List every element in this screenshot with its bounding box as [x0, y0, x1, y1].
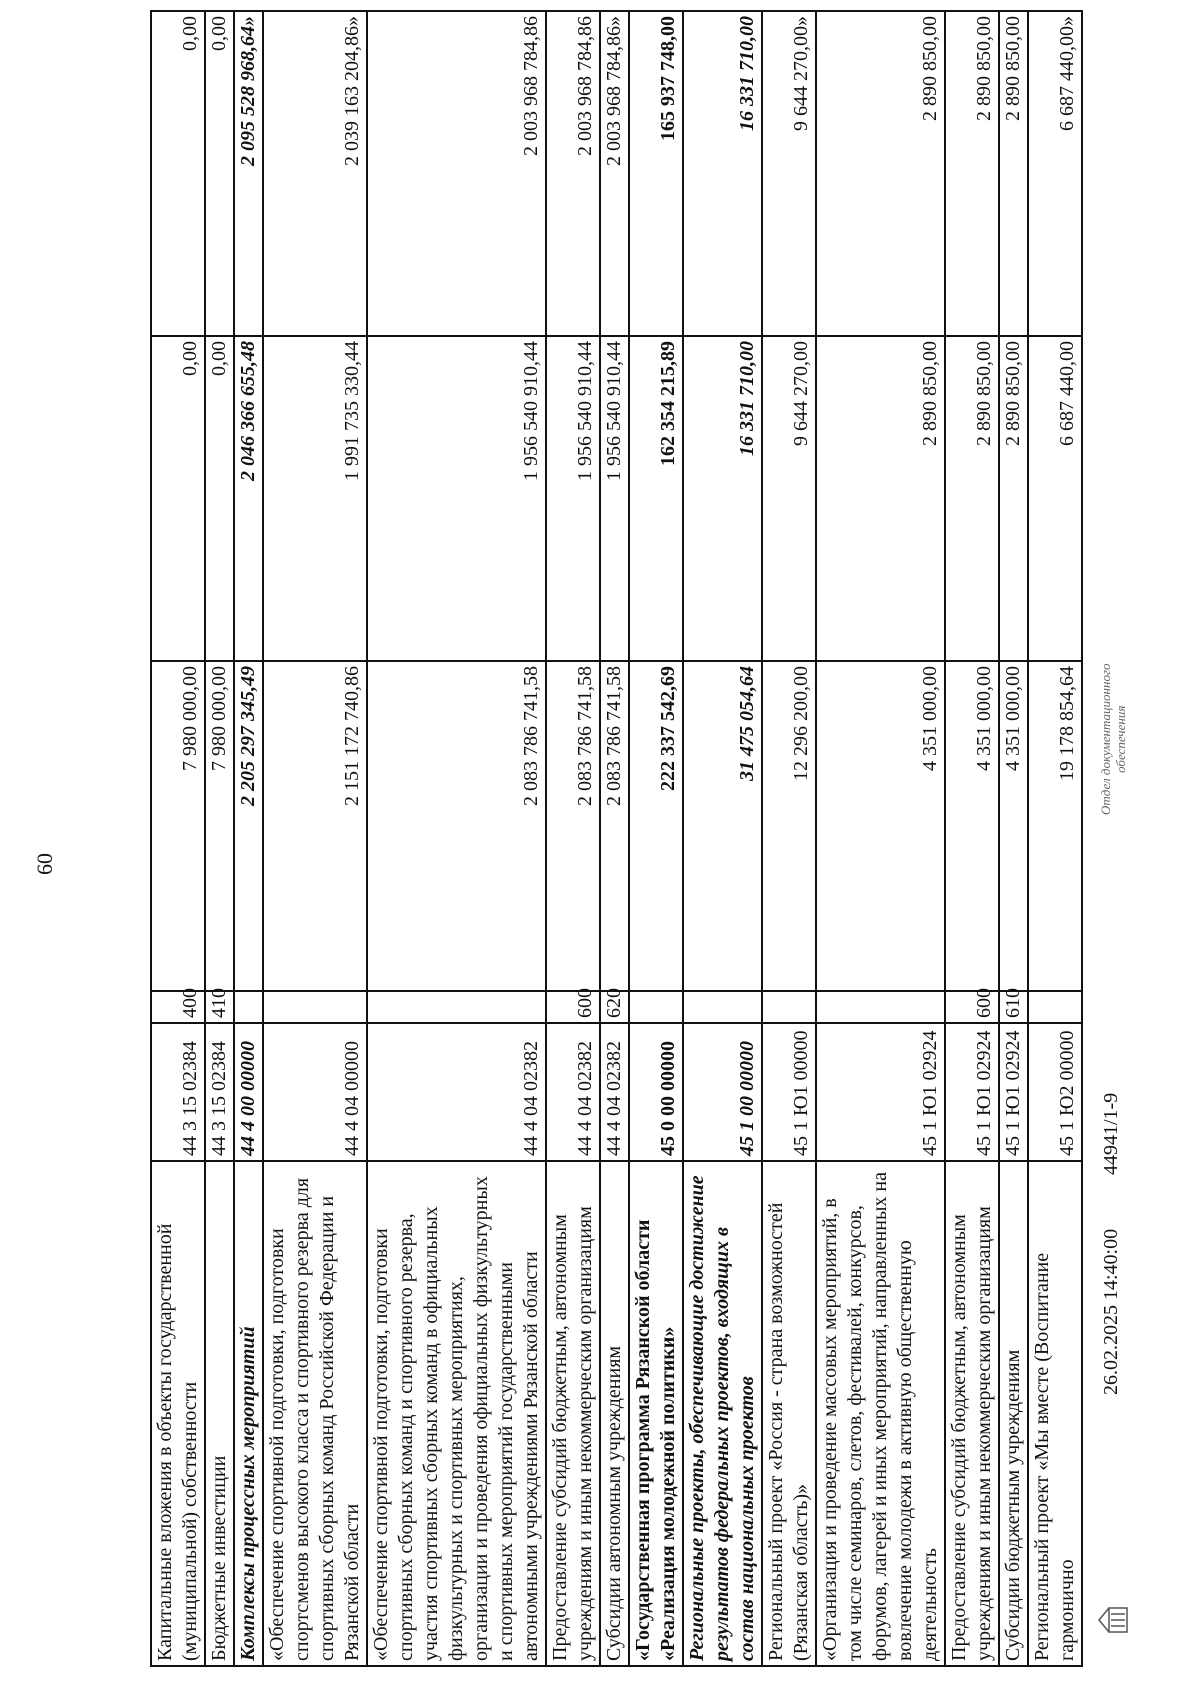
- stamp-line-2: обеспечения: [1113, 705, 1128, 773]
- row-value-2: 2 890 850,00: [816, 336, 945, 661]
- table-row: [1028, 11, 1082, 1666]
- row-code: 44 4 04 02382: [600, 1023, 629, 1161]
- table-row: [263, 11, 367, 1666]
- row-value-3: 2 095 528 968,64»: [234, 11, 263, 336]
- row-value-3: 16 331 710,00: [683, 11, 762, 336]
- row-value-1: 2 083 786 741,58: [367, 661, 546, 991]
- row-code: 45 1 Ю1 02924: [816, 1023, 945, 1161]
- row-name: Бюджетные инвестиции: [205, 1161, 234, 1666]
- row-code: 44 3 15 02384: [205, 1023, 234, 1161]
- row-name: Региональный проект «Россия - страна возможностей (Рязанская область)»: [762, 1161, 816, 1666]
- row-value-1: 2 151 172 740,86: [263, 661, 367, 991]
- row-value-2: 1 956 540 910,44: [546, 336, 600, 661]
- row-vr: [683, 991, 762, 1023]
- row-value-1: 31 475 054,64: [683, 661, 762, 991]
- table-row: [546, 11, 600, 1666]
- row-value-1: 7 980 000,00: [205, 661, 234, 991]
- row-code: 45 1 Ю1 02924: [945, 1023, 999, 1161]
- row-value-2: 2 890 850,00: [945, 336, 999, 661]
- row-vr: 600: [945, 991, 999, 1023]
- table-row: [234, 11, 263, 1666]
- row-value-3: 2 890 850,00: [945, 11, 999, 336]
- row-code: 45 1 Ю2 00000: [1028, 1023, 1082, 1161]
- row-code: 44 4 04 02382: [546, 1023, 600, 1161]
- row-value-3: 0,00: [151, 11, 205, 336]
- row-code: 45 0 00 00000: [629, 1023, 683, 1161]
- row-value-1: 4 351 000,00: [816, 661, 945, 991]
- row-value-1: 12 296 200,00: [762, 661, 816, 991]
- row-value-1: 2 083 786 741,58: [600, 661, 629, 991]
- row-name: Субсидии автономным учреждениям: [600, 1161, 629, 1666]
- row-value-3: 6 687 440,00»: [1028, 11, 1082, 336]
- row-vr: [629, 991, 683, 1023]
- row-name: Региональные проекты, обеспечивающие достижение результатов федеральных проектов, входящих в состав национальных проектов: [683, 1161, 762, 1666]
- row-value-2: 6 687 440,00: [1028, 336, 1082, 661]
- row-vr: [367, 991, 546, 1023]
- row-value-3: 165 937 748,00: [629, 11, 683, 336]
- row-value-2: 2 890 850,00: [999, 336, 1028, 661]
- row-vr: [234, 991, 263, 1023]
- row-vr: [263, 991, 367, 1023]
- row-value-3: 9 644 270,00»: [762, 11, 816, 336]
- row-value-3: 0,00: [205, 11, 234, 336]
- row-code: 45 1 Ю1 02924: [999, 1023, 1028, 1161]
- row-name: «Государственная программа Рязанской области «Реализация молодежной политики»: [629, 1161, 683, 1666]
- table-row: [945, 11, 999, 1666]
- table-row: [151, 11, 205, 1666]
- row-value-2: 1 956 540 910,44: [600, 336, 629, 661]
- table-row: [629, 11, 683, 1666]
- row-value-1: 4 351 000,00: [999, 661, 1028, 991]
- row-name: Капитальные вложения в объекты государственной (муниципальной) собственности: [151, 1161, 205, 1666]
- row-code: 44 4 04 00000: [263, 1023, 367, 1161]
- page-number: 60: [32, 853, 57, 875]
- budget-table: [150, 10, 1083, 1667]
- row-vr: 600: [546, 991, 600, 1023]
- row-name: Субсидии бюджетным учреждениям: [999, 1161, 1028, 1666]
- row-value-1: 222 337 542,69: [629, 661, 683, 991]
- row-value-2: 1 956 540 910,44: [367, 336, 546, 661]
- footer-date: 26.02.2025 14:40:00: [1100, 1228, 1122, 1395]
- row-vr: 400: [151, 991, 205, 1023]
- row-name: Предоставление субсидий бюджетным, автономным учреждениям и иным некоммерческим организациям: [945, 1161, 999, 1666]
- row-value-2: 0,00: [151, 336, 205, 661]
- row-code: 44 4 04 02382: [367, 1023, 546, 1161]
- department-stamp: [1098, 663, 1128, 815]
- row-value-2: 9 644 270,00: [762, 336, 816, 661]
- row-name: «Обеспечение спортивной подготовки, подготовки спортивных сборных команд и спортивного резерва, участия спортивных сборных команд в официальных физкультурных и спортивных мероприятиях, организации и проведения официальных физкультурных и спортивных мероприятий государственными автономными учреждениями Рязанской области: [367, 1161, 546, 1666]
- row-vr: [1028, 991, 1082, 1023]
- table-row: [683, 11, 762, 1666]
- row-vr: [816, 991, 945, 1023]
- row-value-1: 2 205 297 345,49: [234, 661, 263, 991]
- row-name: Комплексы процессных мероприятий: [234, 1161, 263, 1666]
- row-vr: 410: [205, 991, 234, 1023]
- table-row: [600, 11, 629, 1666]
- row-value-2: 162 354 215,89: [629, 336, 683, 661]
- row-code: 44 4 00 00000: [234, 1023, 263, 1161]
- row-value-3: 2 890 850,00: [999, 11, 1028, 336]
- row-value-2: 0,00: [205, 336, 234, 661]
- row-code: 45 1 00 00000: [683, 1023, 762, 1161]
- row-name: «Организация и проведение массовых мероприятий, в том числе семинаров, слетов, фестивалей, конкурсов, форумов, лагерей и иных мероприятий, направленных на вовлечение молодежи в активную общественную деятельность: [816, 1161, 945, 1666]
- row-value-1: 2 083 786 741,58: [546, 661, 600, 991]
- stamp-line-1: Отдел документационного: [1098, 663, 1113, 815]
- row-value-3: 2 039 163 204,86»: [263, 11, 367, 336]
- row-name: Предоставление субсидий бюджетным, автономным учреждениям и иным некоммерческим организациям: [546, 1161, 600, 1666]
- table-row: [367, 11, 546, 1666]
- row-name: «Обеспечение спортивной подготовки, подготовки спортсменов высокого класса и спортивного резерва для спортивных сборных команд Российской Федерации и Рязанской области: [263, 1161, 367, 1666]
- row-value-1: 7 980 000,00: [151, 661, 205, 991]
- building-logo-icon: [1095, 1605, 1129, 1635]
- table-row: [816, 11, 945, 1666]
- row-name: Региональный проект «Мы вместе (Воспитание гармонично: [1028, 1161, 1082, 1666]
- table-row: [762, 11, 816, 1666]
- row-value-1: 19 178 854,64: [1028, 661, 1082, 991]
- row-code: 45 1 Ю1 00000: [762, 1023, 816, 1161]
- row-value-3: 2 890 850,00: [816, 11, 945, 336]
- row-value-2: 2 046 366 655,48: [234, 336, 263, 661]
- row-value-3: 2 003 968 784,86»: [600, 11, 629, 336]
- table-row: [205, 11, 234, 1666]
- table-row: [999, 11, 1028, 1666]
- row-value-2: 16 331 710,00: [683, 336, 762, 661]
- row-code: 44 3 15 02384: [151, 1023, 205, 1161]
- row-value-3: 2 003 968 784,86: [367, 11, 546, 336]
- row-vr: 610: [999, 991, 1028, 1023]
- footer-code: 44941/1-9: [1100, 1092, 1122, 1175]
- row-vr: 620: [600, 991, 629, 1023]
- row-value-1: 4 351 000,00: [945, 661, 999, 991]
- row-value-2: 1 991 735 330,44: [263, 336, 367, 661]
- row-value-3: 2 003 968 784,86: [546, 11, 600, 336]
- row-vr: [762, 991, 816, 1023]
